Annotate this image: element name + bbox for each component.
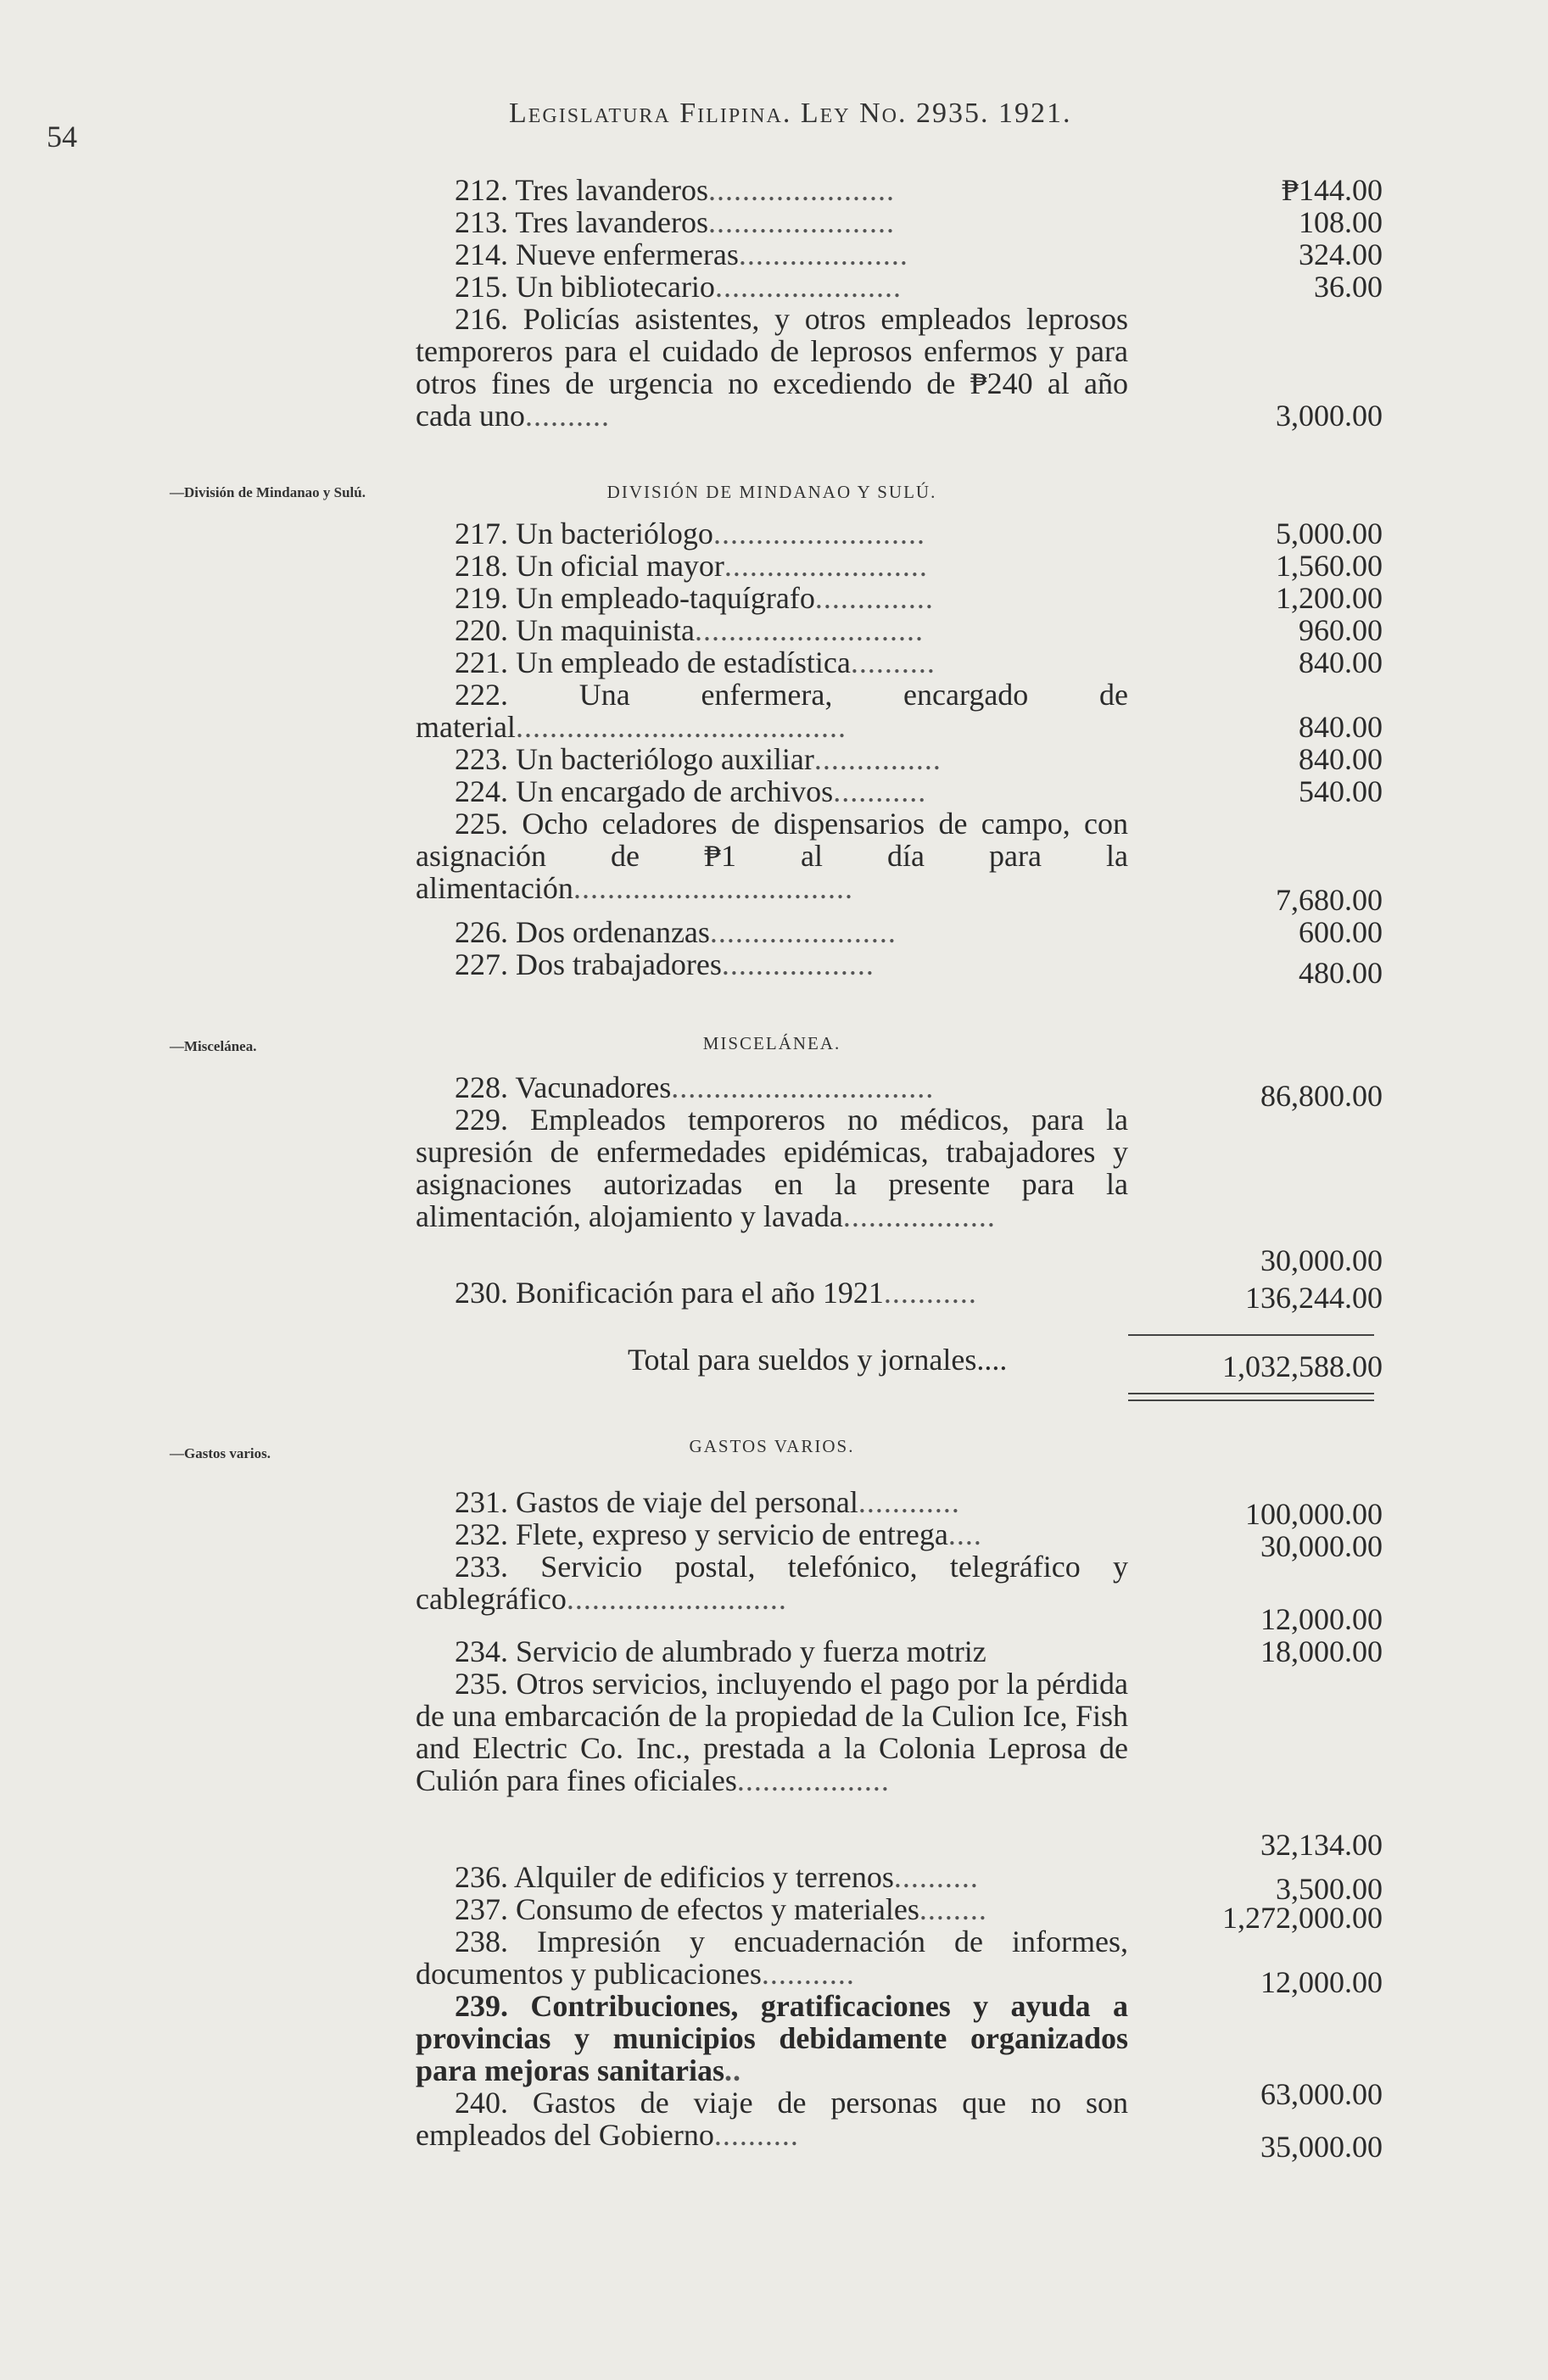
total-label: Total para sueldos y jornales....: [628, 1343, 1008, 1377]
total-top-rule: [1128, 1334, 1374, 1336]
margin-note-mindanao: —División de Mindanao y Sulú.: [170, 484, 366, 500]
total-amount: 1,032,588.00: [1222, 1349, 1383, 1383]
margin-note-miscelanea: —Miscelánea.: [170, 1038, 257, 1054]
total-double-rule-1: [1128, 1393, 1374, 1394]
running-header: Legislatura Filipina. Ley No. 2935. 1921.: [509, 98, 1072, 129]
section-heading-miscelanea: MISCELÁNEA.: [702, 1033, 841, 1053]
total-double-rule-2: [1128, 1400, 1374, 1401]
margin-note-gastos: —Gastos varios.: [170, 1445, 271, 1461]
section-heading-gastos: GASTOS VARIOS.: [689, 1436, 855, 1456]
section-heading-mindanao: DIVISIÓN DE MINDANAO Y SULÚ.: [606, 482, 937, 502]
page-number: 54: [47, 120, 77, 154]
